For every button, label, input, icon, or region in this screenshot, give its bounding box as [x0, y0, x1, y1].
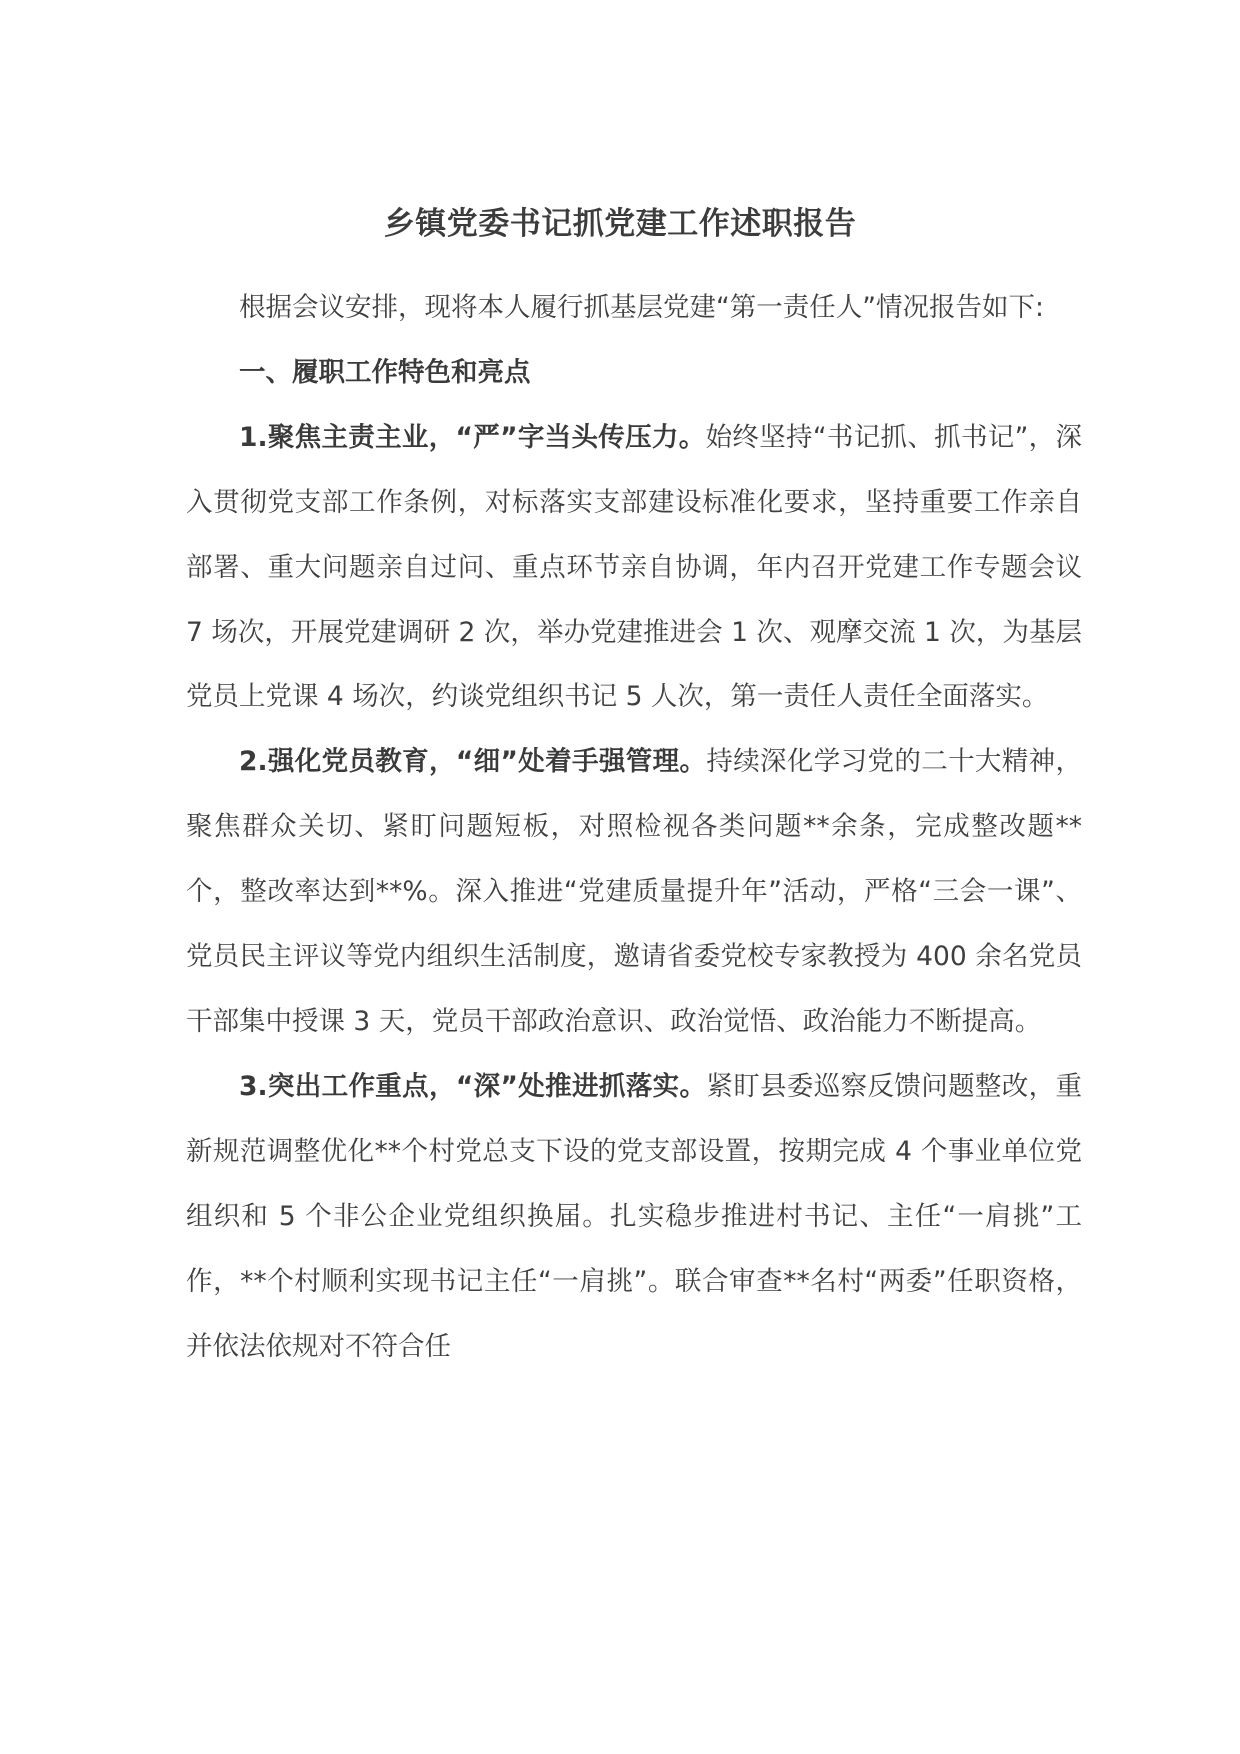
list-item [186, 730, 1082, 1055]
document-body [186, 276, 1082, 1379]
list-item [186, 406, 1082, 731]
item-lead: 2.强化党员教育，“细”处着手强管理。 [239, 746, 707, 778]
section-heading: 一、履职工作特色和亮点 [239, 356, 531, 388]
item-text: 持续深化学习党的二十大精神，聚焦群众关切、紧盯问题短板，对照检视各类问题**余条，完成整改题**个，整改率达到**%。深入推进“党建质量提升年”活动，严格“三会一课”、党员民主评议等党内组织生活制度，邀请省委党校专家教授为 400 余名党员干部集中授课 3 天，党员干部政治意识、政治觉悟、政治能力不断提高。 [186, 746, 1083, 1037]
intro-paragraph: 根据会议安排，现将本人履行抓基层党建“第一责任人”情况报告如下: [239, 292, 1044, 323]
document-title: 乡镇党委书记抓党建工作述职报告 [383, 206, 857, 242]
item-text: 紧盯县委巡察反馈问题整改，重新规范调整优化**个村党总支下设的党支部设置，按期完成 4 个事业单位党组织和 5 个非公企业党组织换届。扎实稳步推进村书记、主任“一肩挑”工作，**个村顺利实现书记主任“一肩挑”。联合审查**名村“两委”任职资格，并依法依规对不符合任 [186, 1070, 1083, 1362]
item-text: 始终坚持“书记抓、抓书记”，深入贯彻党支部工作条例，对标落实支部建设标准化要求，坚持重要工作亲自部署、重大问题亲自过问、重点环节亲自协调，年内召开党建工作专题会议 7 场次，开展党建调研 2 次，举办党建推进会 1 次、观摩交流 1 次，为基层党员上党课 4 场次，约谈党组织书记 5 人次，第一责任人责任全面落实。 [186, 421, 1082, 713]
item-lead: 1.聚焦主责主业，“严”字当头传压力。 [239, 421, 706, 453]
item-lead: 3.突出工作重点，“深”处推进抓落实。 [239, 1070, 707, 1102]
list-item [186, 1055, 1082, 1380]
